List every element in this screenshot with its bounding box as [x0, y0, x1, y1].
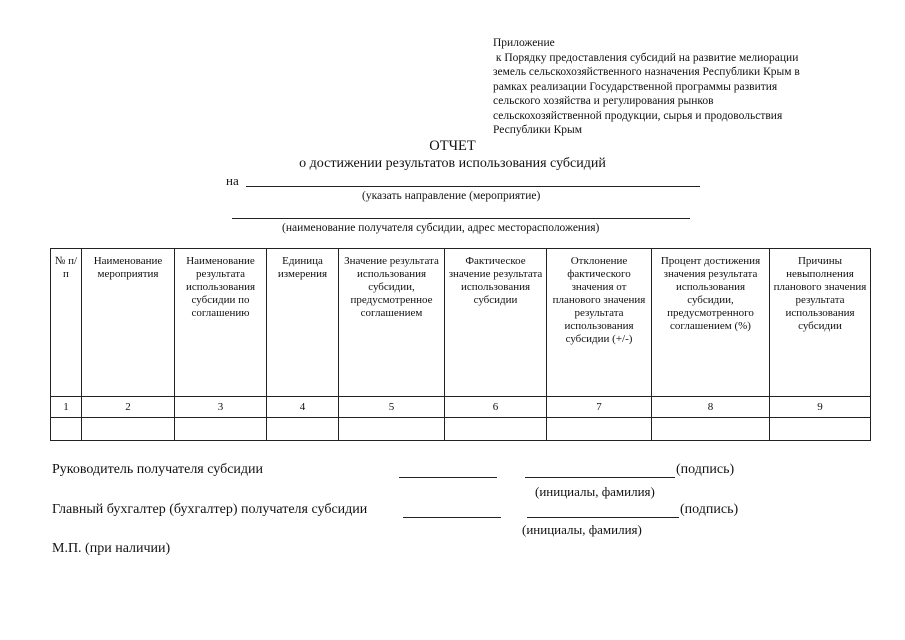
table-cell[interactable] — [82, 418, 175, 441]
na-label: на — [226, 173, 239, 188]
column-number: 2 — [82, 397, 175, 418]
appendix-block — [493, 36, 893, 138]
report-table — [50, 248, 871, 441]
head-signature-caption: (подпись) — [676, 462, 735, 477]
appendix-line: Республики Крым — [493, 124, 582, 136]
column-number: 9 — [770, 397, 871, 418]
head-name-caption: (инициалы, фамилия) — [535, 484, 655, 499]
column-number: 4 — [267, 397, 339, 418]
head-name-line[interactable] — [525, 477, 675, 478]
column-number: 8 — [652, 397, 770, 418]
direction-caption: (указать направление (мероприятие) — [362, 190, 541, 202]
accountant-label: Главный бухгалтер (бухгалтер) получателя субсидии — [52, 502, 368, 517]
accountant-signature-line[interactable] — [403, 517, 501, 518]
accountant-signature-caption: (подпись) — [680, 502, 739, 517]
table-cell[interactable] — [652, 418, 770, 441]
table-cell[interactable] — [51, 418, 82, 441]
column-number: 6 — [445, 397, 547, 418]
appendix-line: земель сельскохозяйственного назначения Республики Крым в — [493, 66, 800, 78]
table-header-cell: № п/п — [51, 249, 82, 397]
head-label: Руководитель получателя субсидии — [52, 462, 264, 477]
table-cell[interactable] — [267, 418, 339, 441]
seal-label: М.П. (при наличии) — [52, 541, 171, 556]
appendix-line: к Порядку предоставления субсидий на развитие мелиорации — [493, 51, 799, 64]
table-row[interactable] — [51, 418, 871, 441]
table-cell[interactable] — [339, 418, 445, 441]
table-cell[interactable] — [445, 418, 547, 441]
table-header-cell: Фактическое значение результата использования субсидии — [445, 249, 547, 397]
report-title: ОТЧЕТ — [429, 138, 476, 154]
appendix-line: сельскохозяйственной продукции, сырья и продовольствия — [493, 109, 783, 122]
table-column-number-row — [51, 397, 871, 418]
table-cell[interactable] — [547, 418, 652, 441]
recipient-line[interactable] — [232, 218, 690, 219]
column-number: 5 — [339, 397, 445, 418]
head-signature-line[interactable] — [399, 477, 497, 478]
table-header-cell: Процент достижения значения результата использования субсидии, предусмотренного соглашением (%) — [652, 249, 770, 397]
table-cell[interactable] — [770, 418, 871, 441]
appendix-line: сельского хозяйства и регулирования рынков — [493, 95, 714, 107]
recipient-caption: (наименование получателя субсидии, адрес месторасположения) — [282, 222, 600, 234]
table-header-cell: Наименование результата использования субсидии по соглашению — [175, 249, 267, 397]
table-header-cell: Причины невыполнения планового значения результата использования субсидии — [770, 249, 871, 397]
table-header-cell: Отклонение фактического значения от планового значения результата использования субсидии (+/-) — [547, 249, 652, 397]
table-cell[interactable] — [175, 418, 267, 441]
accountant-name-line[interactable] — [527, 517, 679, 518]
accountant-name-caption: (инициалы, фамилия) — [522, 522, 642, 537]
table-header-row — [51, 249, 871, 397]
column-number: 3 — [175, 397, 267, 418]
column-number: 1 — [51, 397, 82, 418]
appendix-line: рамках реализации Государственной программы развития — [493, 80, 778, 93]
report-subtitle: о достижении результатов использования субсидий — [299, 156, 606, 171]
direction-line[interactable] — [246, 186, 700, 187]
table-header-cell: Единица измерения — [267, 249, 339, 397]
column-number: 7 — [547, 397, 652, 418]
table-header-cell: Значение результата использования субсидии, предусмотренное соглашением — [339, 249, 445, 397]
table-header-cell: Наименование мероприятия — [82, 249, 175, 397]
appendix-line: Приложение — [493, 37, 555, 49]
